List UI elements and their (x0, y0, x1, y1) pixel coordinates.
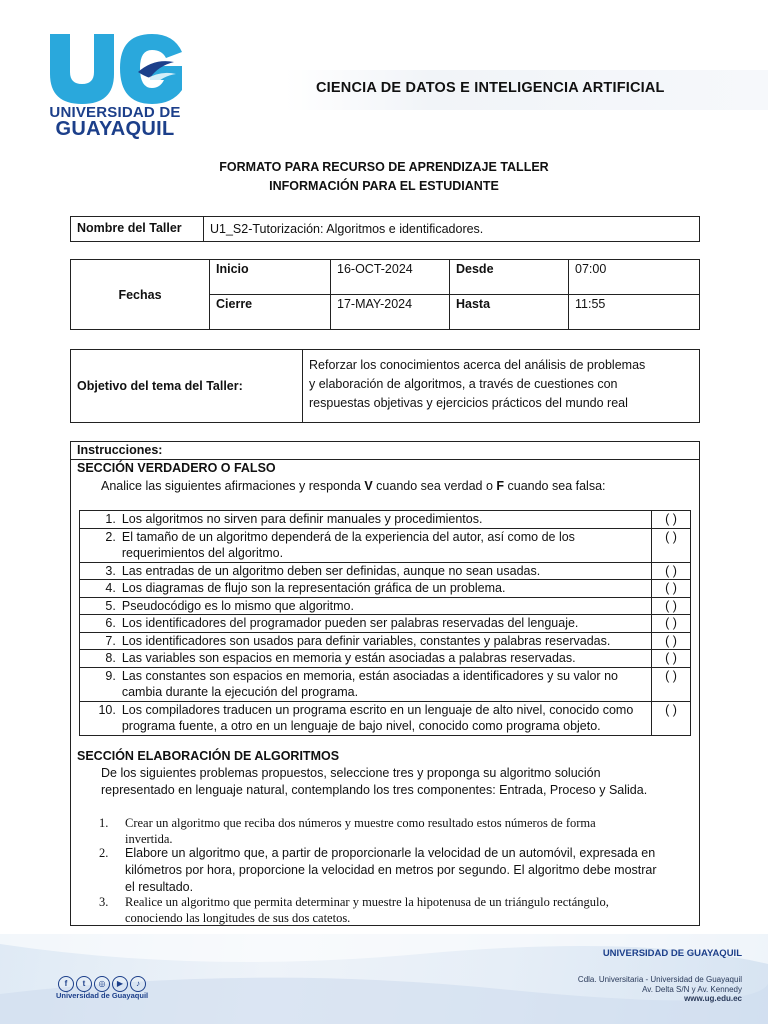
answer-box[interactable]: ( ) (652, 528, 691, 562)
vf-section-title: SECCIÓN VERDADERO O FALSO (77, 461, 276, 475)
ug-logo-icon (42, 30, 192, 105)
fechas-table (70, 259, 700, 330)
problem-1-num: 1. (99, 816, 109, 830)
doc-title-line2: INFORMACIÓN PARA EL ESTUDIANTE (269, 179, 499, 193)
vf-table (79, 510, 691, 736)
vf-intro: Analice las siguientes afirmaciones y responda V cuando sea verdad o F cuando sea falsa: (101, 479, 606, 493)
vf-item: 7. Los identificadores son usados para definir variables, constantes y palabras reservadas. ( ) (80, 632, 691, 650)
problem-2-line3: el resultado. (125, 880, 194, 894)
social-icons (58, 973, 148, 989)
problem-2-line1: Elabore un algoritmo que, a partir de proporcionarle la velocidad de un automóvil, expresada en (125, 846, 656, 860)
vf-item: 2. El tamaño de un algoritmo dependerá de la experiencia del autor, así como de los requerimientos del algoritmo. ( ) (80, 528, 691, 562)
footer-university: UNIVERSIDAD DE GUAYAQUIL (602, 948, 742, 959)
fechas-label: Fechas (71, 260, 210, 330)
instrucciones-header (71, 442, 699, 460)
faculty-title: CIENCIA DE DATOS E INTELIGENCIA ARTIFICIAL (316, 80, 665, 96)
taller-label: Nombre del Taller (71, 217, 204, 242)
vf-item: 1. Los algoritmos no sirven para definir manuales y procedimientos. ( ) (80, 511, 691, 529)
vf-item: 5. Pseudocódigo es lo mismo que algoritmo. ( ) (80, 597, 691, 615)
desde-label: Desde (450, 260, 569, 295)
desde-value: 07:00 (569, 260, 700, 295)
answer-box[interactable]: ( ) (652, 597, 691, 615)
taller-value: U1_S2-Tutorización: Algoritmos e identificadores. (204, 217, 700, 242)
vf-item: 3. Las entradas de un algoritmo deben ser definidas, aunque no sean usadas. ( ) (80, 562, 691, 580)
alg-intro-line2: representado en lenguaje natural, contemplando los tres componentes: Entrada, Proceso y Salida. (101, 783, 648, 797)
logo-text-guayaquil: GUAYAQUIL (55, 118, 175, 140)
problem-1-line1: Crear un algoritmo que reciba dos números y muestre como resultado estos números de forma (125, 816, 596, 830)
answer-box[interactable]: ( ) (652, 701, 691, 735)
answer-box[interactable]: ( ) (652, 580, 691, 598)
vf-item: 9. Las constantes son espacios en memoria, están asociadas a identificadores y su valor no cambia durante la ejecución del programa. ( ) (80, 667, 691, 701)
objetivo-line2: y elaboración de algoritmos, a través de cuestiones con (309, 377, 618, 391)
problem-1-line2: invertida. (125, 832, 173, 846)
logo-text-universidad: UNIVERSIDAD DE (49, 104, 181, 121)
footer-social-label: Universidad de Guayaquil (56, 991, 149, 1000)
answer-box[interactable]: ( ) (652, 511, 691, 529)
answer-box[interactable]: ( ) (652, 667, 691, 701)
cierre-label: Cierre (210, 295, 331, 330)
hasta-value: 11:55 (569, 295, 700, 330)
instagram-icon[interactable]: ◎ (94, 976, 110, 992)
footer-address: Cdla. Universitaria - Universidad de Guayaquil Av. Delta S/N y Av. Kennedy www.ug.edu.ec (577, 975, 742, 1003)
problem-3-line2: conociendo las longitudes de sus dos catetos. (125, 911, 351, 925)
answer-box[interactable]: ( ) (652, 562, 691, 580)
youtube-icon[interactable]: ▶ (112, 976, 128, 992)
cierre-value: 17-MAY-2024 (331, 295, 450, 330)
instrucciones-title: Instrucciones: (77, 443, 163, 457)
answer-box[interactable]: ( ) (652, 650, 691, 668)
vf-item: 10. Los compiladores traducen un programa escrito en un lenguaje de alto nivel, conocido como programa fuente, a otro en un lenguaje de bajo nivel, conocido como programa objeto. ( ) (80, 701, 691, 735)
objetivo-label: Objetivo del tema del Taller: (71, 350, 303, 423)
doc-title-line1: FORMATO PARA RECURSO DE APRENDIZAJE TALLER (219, 160, 549, 174)
problem-3-line1: Realice un algoritmo que permita determinar y muestre la hipotenusa de un triángulo rectángulo, (125, 895, 609, 909)
objetivo-line1: Reforzar los conocimientos acerca del análisis de problemas (309, 358, 646, 372)
hasta-label: Hasta (450, 295, 569, 330)
problem-2-line2: kilómetros por hora, proporcione la velocidad en metros por segundo. El algoritmo debe mostrar (125, 863, 657, 877)
objetivo-value (303, 350, 700, 423)
facebook-icon[interactable]: f (58, 976, 74, 992)
objetivo-line3: respuestas objetivas y ejercicios prácticos del mundo real (309, 396, 628, 410)
vf-item: 4. Los diagramas de flujo son la representación gráfica de un problema. ( ) (80, 580, 691, 598)
tiktok-icon[interactable]: ♪ (130, 976, 146, 992)
inicio-label: Inicio (210, 260, 331, 295)
vf-item: 8. Las variables son espacios en memoria y están asociadas a palabras reservadas. ( ) (80, 650, 691, 668)
taller-table (70, 216, 700, 242)
objetivo-table (70, 349, 700, 423)
twitter-icon[interactable]: t (76, 976, 92, 992)
inicio-value: 16-OCT-2024 (331, 260, 450, 295)
problem-3-num: 3. (99, 895, 109, 909)
instrucciones-box (70, 441, 700, 926)
answer-box[interactable]: ( ) (652, 615, 691, 633)
vf-item: 6. Los identificadores del programador pueden ser palabras reservadas del lenguaje. ( ) (80, 615, 691, 633)
answer-box[interactable]: ( ) (652, 632, 691, 650)
alg-section-title: SECCIÓN ELABORACIÓN DE ALGORITMOS (77, 749, 340, 763)
problem-2-num: 2. (99, 846, 109, 860)
alg-intro-line1: De los siguientes problemas propuestos, seleccione tres y proponga su algoritmo solución (101, 766, 601, 780)
